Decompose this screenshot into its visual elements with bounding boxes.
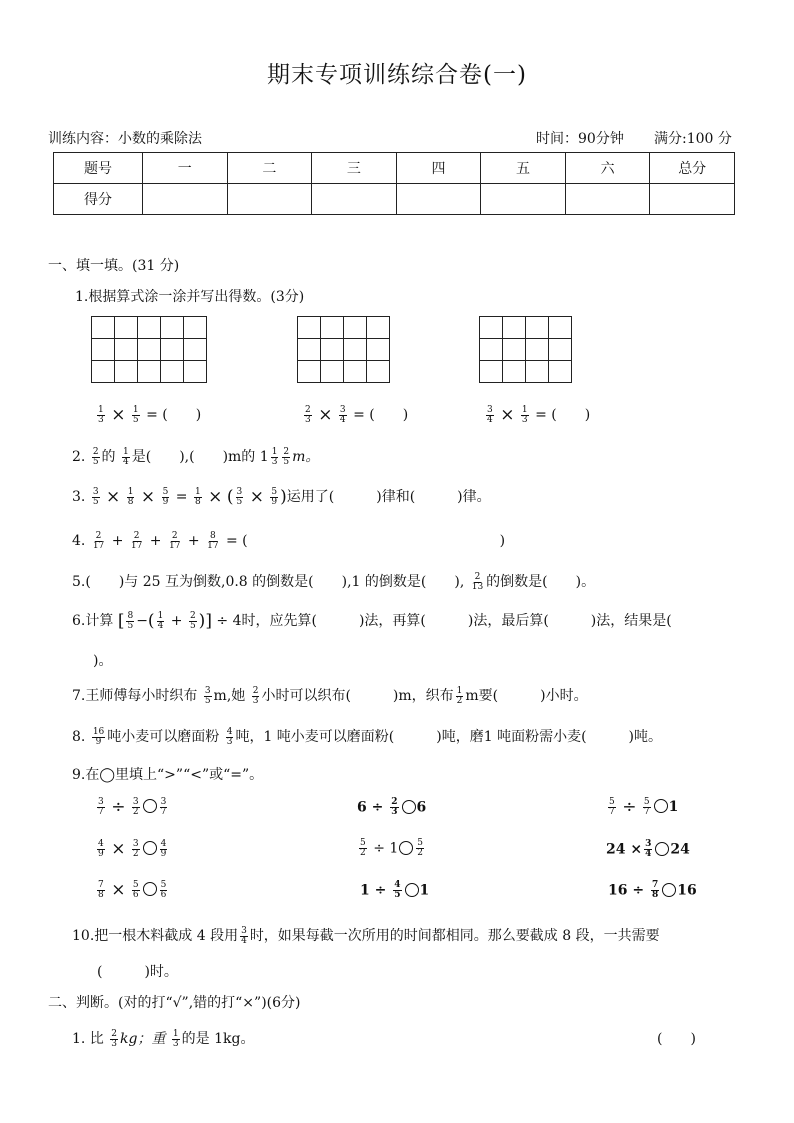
q1-expr-1: $\frac{1}{3}$ × $\frac{1}{5}$ = ( ) [98, 404, 202, 425]
score-table [53, 152, 735, 215]
training-content: 训练内容：小数的乘除法 [48, 131, 202, 147]
section2-heading: 二、判断。(对的打“√”,错的打“×”)(6分) [48, 995, 301, 1011]
score-cell[interactable] [481, 184, 566, 215]
score-cell[interactable] [650, 184, 735, 215]
exam-time: 时间：90分钟 [536, 131, 624, 147]
q4: 4. $\frac{2}{17}$ + $\frac{2}{17}$ + $\frac{2}{17}$ + $\frac{8}{17}$ = ( ) [72, 530, 506, 551]
compare-item[interactable]: 24 × $\frac{3}{4}$ 24 [606, 839, 690, 859]
compare-circle [662, 883, 676, 897]
compare-circle [143, 799, 157, 813]
compare-item[interactable]: 6 ÷ $\frac{2}{3}$ 6 [357, 797, 427, 817]
q9-text: 9.在◯里填上“>”“<”或“=”。 [72, 767, 264, 783]
q7: 7.王师傅每小时织布 $\frac{3}{5}$ m,她 $\frac{2}{3}$ 小时可以织布( )m，织布 $\frac{1}{2}$ m要( )小时。 [72, 685, 588, 706]
score-cell[interactable] [312, 184, 397, 215]
compare-circle [654, 799, 668, 813]
q10-continued: ( )时。 [97, 964, 178, 980]
compare-circle [405, 883, 419, 897]
compare-item[interactable]: $\frac{3}{7}$ ÷ $\frac{3}{2}$ $\frac{3}{7}$ [98, 796, 167, 817]
compare-circle [143, 841, 157, 855]
score-cell[interactable] [227, 184, 312, 215]
q10: 10.把一根木料截成 4 段用 $\frac{3}{4}$ 时，如果每截一次所用的时间都相同。那么要截成 8 段，一共需要 [72, 925, 660, 946]
compare-item[interactable]: 16 ÷ $\frac{7}{8}$ 16 [608, 880, 697, 900]
compare-circle [399, 841, 413, 855]
q6-continued: )。 [93, 653, 113, 669]
compare-circle [402, 800, 416, 814]
q2: 2. $\frac{2}{5}$ 的 $\frac{1}{4}$ 是( ),( )m的 1 $\frac{1}{3}$ $\frac{2}{5}$ m。 [72, 446, 320, 467]
shading-grid-1[interactable] [91, 316, 207, 383]
header-cell: 六 [565, 153, 650, 184]
header-cell: 五 [481, 153, 566, 184]
header-cell: 二 [227, 153, 312, 184]
header-cell: 一 [143, 153, 228, 184]
full-score: 满分:100 分 [654, 131, 732, 147]
page-title: 期末专项训练综合卷(一) [267, 62, 527, 88]
compare-item[interactable]: $\frac{7}{8}$ × $\frac{5}{6}$ $\frac{5}{6}$ [98, 879, 167, 900]
header-cell: 总分 [650, 153, 735, 184]
q3: 3. $\frac{3}{5}$ × $\frac{1}{8}$ × $\frac{5}{9}$ = $\frac{1}{8}$ × ( $\frac{3}{5}$ × $\frac{5}{9}$ )运用了( )律和( )律。 [72, 486, 491, 507]
row-label: 得分 [54, 184, 143, 215]
q1-expr-2: $\frac{2}{3}$ × $\frac{3}{4}$ = ( ) [305, 404, 409, 425]
score-cell[interactable] [565, 184, 650, 215]
score-table-score-row [54, 184, 735, 215]
q8: 8. $\frac{16}{9}$ 吨小麦可以磨面粉 $\frac{4}{3}$ 吨，1 吨小麦可以磨面粉( )吨，磨1 吨面粉需小麦( )吨。 [72, 726, 663, 747]
judge-answer-box[interactable]: ( ) [657, 1031, 696, 1047]
header-cell: 四 [396, 153, 481, 184]
q1-expr-3: $\frac{3}{4}$ × $\frac{1}{3}$ = ( ) [487, 404, 591, 425]
compare-item[interactable]: $\frac{4}{9}$ × $\frac{3}{2}$ $\frac{4}{9}$ [98, 838, 167, 859]
section1-heading: 一、填一填。(31 分) [48, 258, 180, 274]
compare-item[interactable]: 1 ÷ $\frac{4}{5}$ 1 [360, 880, 430, 900]
compare-circle [143, 882, 157, 896]
judge-q1: 1. 比 $\frac{2}{3}$ kg；重 $\frac{1}{3}$ 的是 1kg。 [72, 1028, 255, 1049]
compare-item[interactable]: $\frac{5}{7}$ ÷ $\frac{5}{7}$ 1 [609, 796, 679, 817]
header-cell: 三 [312, 153, 397, 184]
score-cell[interactable] [143, 184, 228, 215]
score-cell[interactable] [396, 184, 481, 215]
shading-grid-3[interactable] [479, 316, 572, 383]
compare-item[interactable]: $\frac{5}{2}$ ÷ 1 $\frac{5}{2}$ [360, 838, 424, 858]
score-table-header-row [54, 153, 735, 184]
q5: 5.( )与 25 互为倒数,0.8 的倒数是( ),1 的倒数是( ), $\frac{2}{13}$ 的倒数是( )。 [72, 571, 596, 592]
shading-grid-2[interactable] [297, 316, 390, 383]
q6: 6.计算 [ $\frac{8}{5}$ −( $\frac{1}{4}$ + $\frac{2}{5}$ )] ÷ 4时，应先算( )法，再算( )法，最后算( )法，结果是( [72, 610, 672, 631]
header-cell: 题号 [54, 153, 143, 184]
compare-circle [655, 842, 669, 856]
q1-text: 1.根据算式涂一涂并写出得数。(3分) [75, 289, 305, 305]
